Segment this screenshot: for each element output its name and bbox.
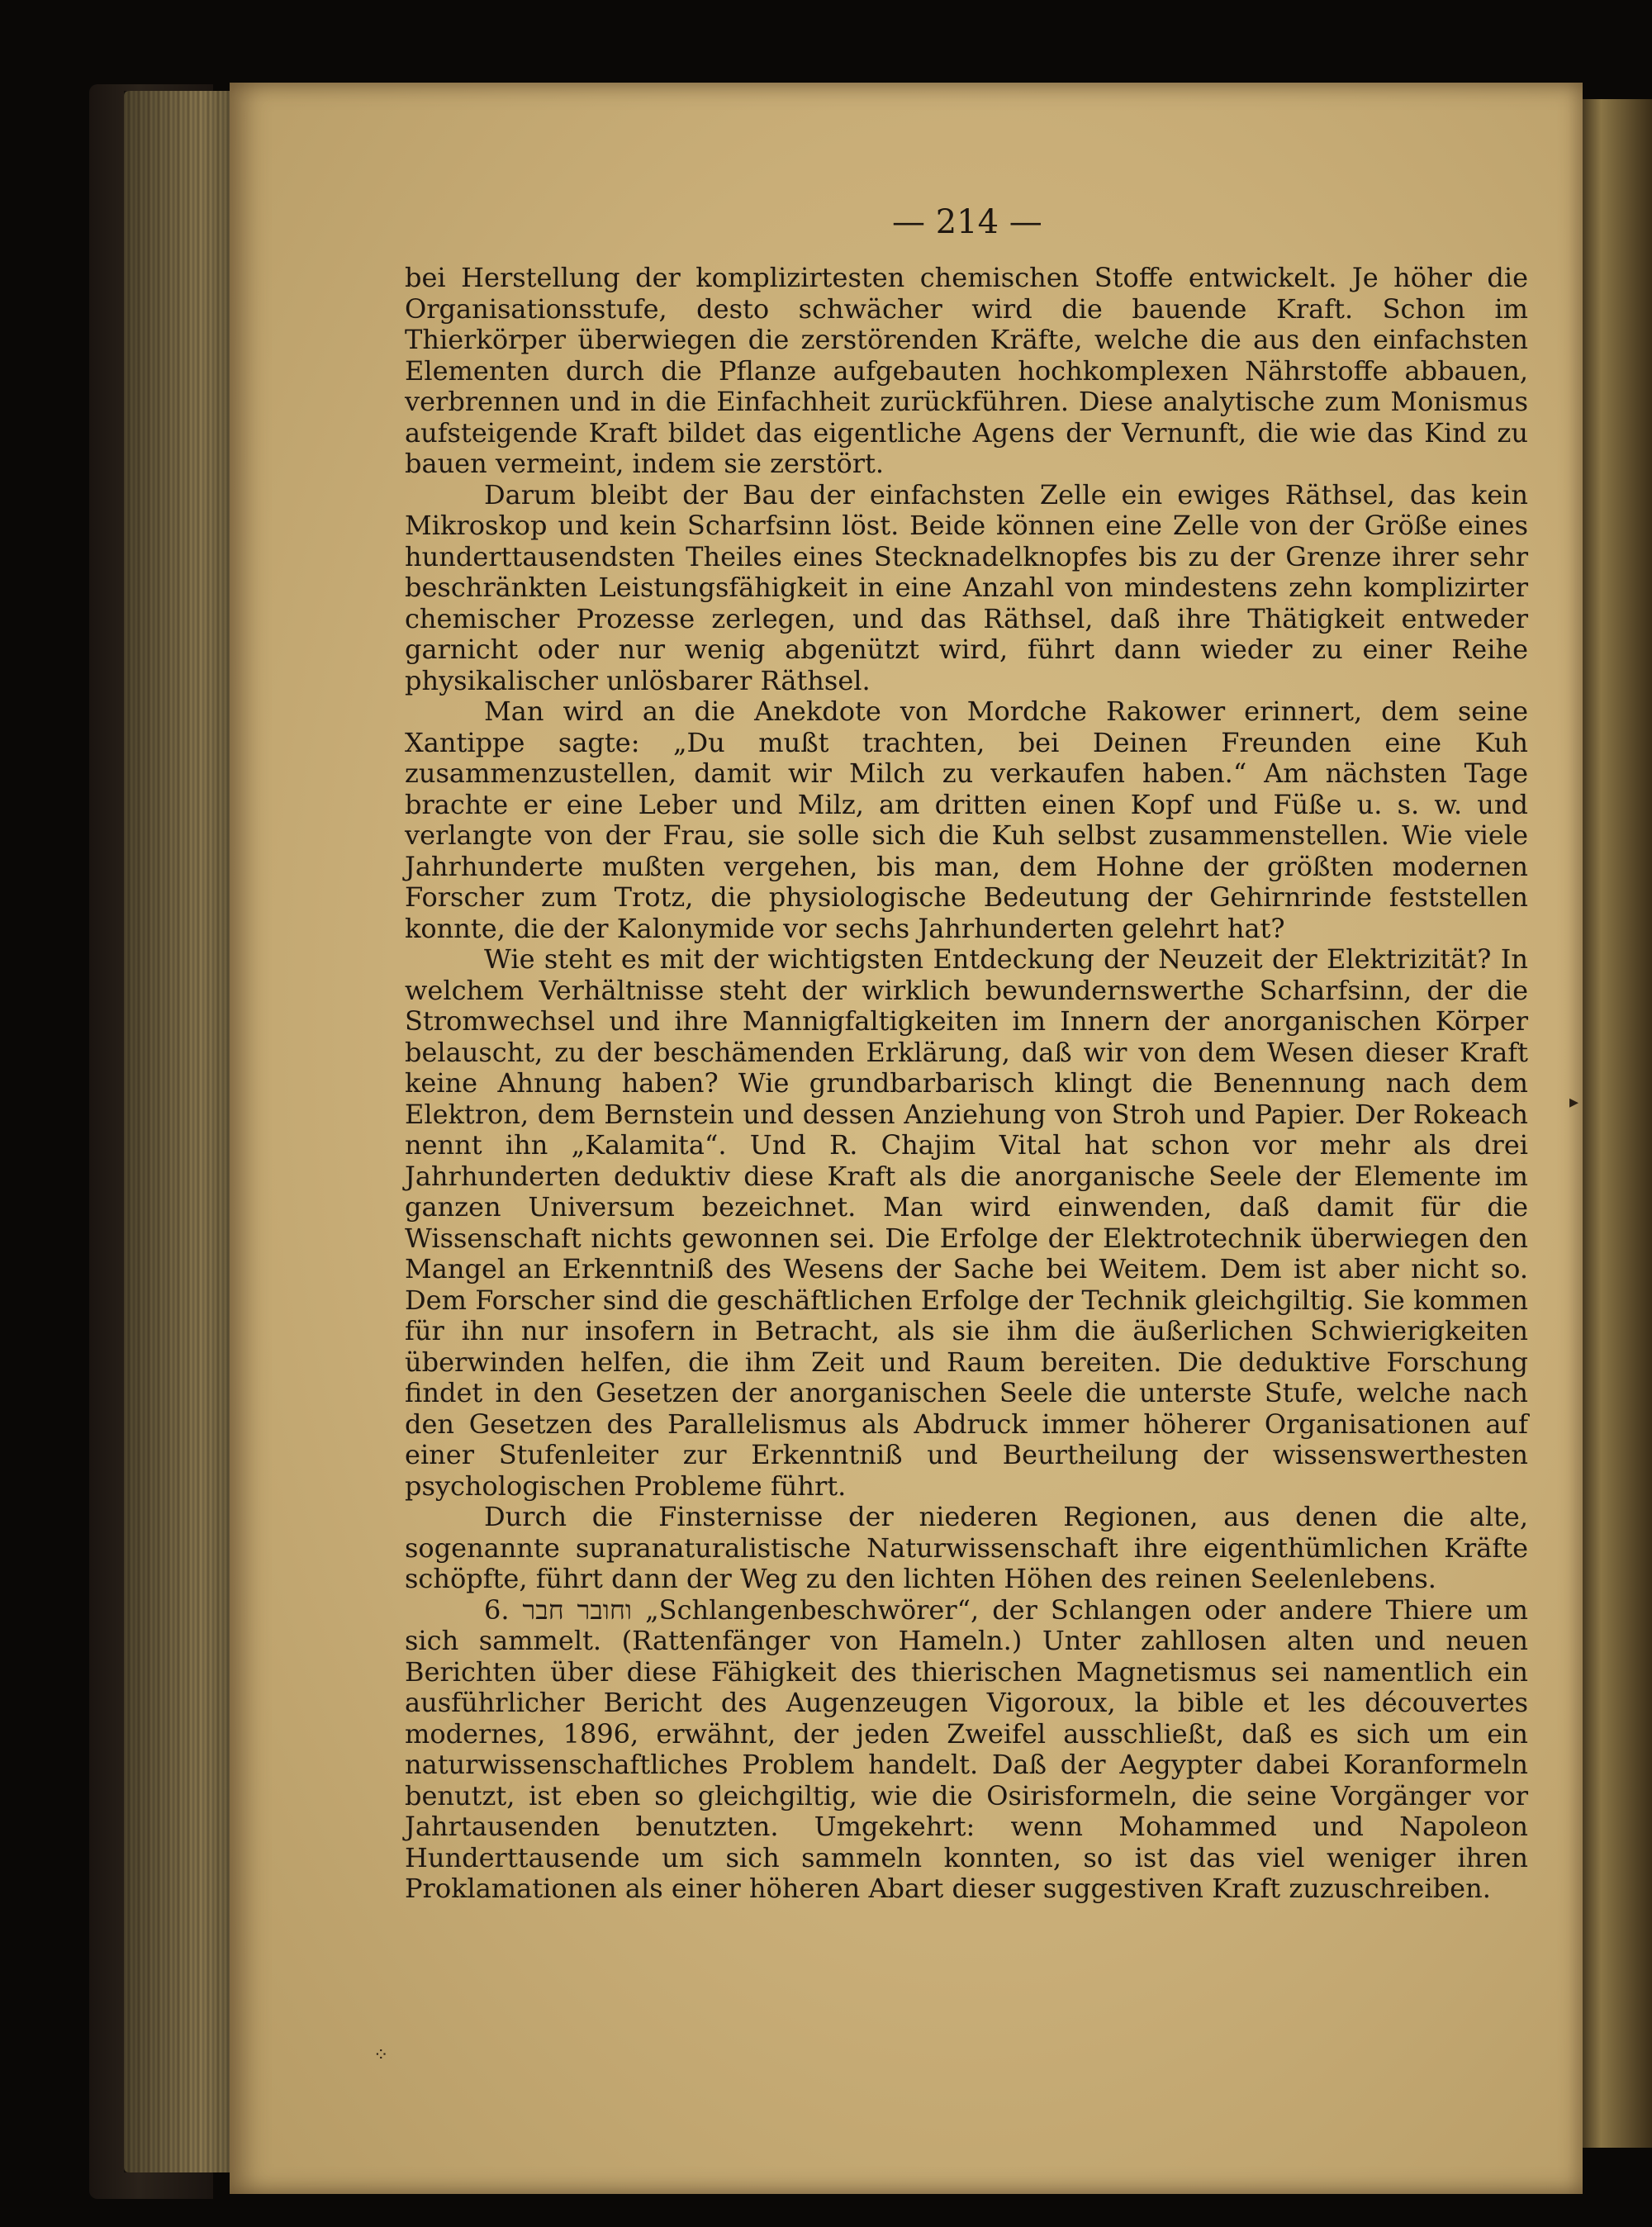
paragraph: Man wird an die Anekdote von Mordche Rakower erinnert, dem seine Xantippe sagte: „Du mußt trachten, bei Deinen Freunden eine Kuh zusammenzustellen, damit wir Milch zu verkaufen haben.“ Am nächsten Tage brachte er eine Leber und Milz, am dritten einen Kopf und Füße u. s. w. und verlangte von der Frau, sie solle sich die Kuh selbst zusammenstellen. Wie viele Jahrhunderte mußten vergehen, bis man, dem Hohne der größten modernen Forscher zum Trotz, die physiologische Bedeutung der Gehirnrinde feststellen konnte, die der Kalonymide vor sechs Jahrhunderten gelehrt hat? bbox=[405, 696, 1528, 944]
paragraph: Durch die Finsternisse der niederen Regionen, aus denen die alte, sogenannte supranaturalistische Naturwissenschaft ihre eigenthümlichen Kräfte schöpfte, führt dann der Weg zu den lichten Höhen des reinen Seelenlebens. bbox=[405, 1501, 1528, 1594]
paragraph: bei Herstellung der komplizirtesten chemischen Stoffe entwickelt. Je höher die Organisationsstufe, desto schwächer wird die bauende Kraft. Schon im Thierkörper überwiegen die zerstörenden Kräfte, welche die aus den einfachsten Elementen durch die Pflanze aufgebauten hochkomplexen Nährstoffe abbauen, verbrennen und in die Einfachheit zurückführen. Diese analytische zum Monismus aufsteigende Kraft bildet das eigentliche Agens der Vernunft, die wie das Kind zu bauen vermeint, indem sie zerstört. bbox=[405, 262, 1528, 479]
margin-mark-right: ▸ bbox=[1569, 1092, 1579, 1113]
page-body-text bbox=[405, 263, 1528, 1905]
paragraph: Wie steht es mit der wichtigsten Entdeckung der Neuzeit der Elektrizität? In welchem Verhältnisse steht der wirklich bewundernswerthe Scharfsinn, der die Stromwechsel und ihre Mannigfaltigkeiten im Innern der anorganischen Körper belauscht, zu der beschämenden Erklärung, daß wir von dem Wesen dieser Kraft keine Ahnung haben? Wie grundbarbarisch klingt die Benennung nach dem Elektron, dem Bernstein und dessen Anziehung von Stroh und Papier. Der Rokeach nennt ihn „Kalamita“. Und R. Chajim Vital hat schon vor mehr als drei Jahrhunderten deduktiv diese Kraft als die anorganische Seele der Elemente im ganzen Universum bezeichnet. Man wird einwenden, daß damit für die Wissenschaft nichts gewonnen sei. Die Erfolge der Elektrotechnik überwiegen den Mangel an Erkenntniß des Wesens der Sache bei Weitem. Dem ist aber nicht so. Dem Forscher sind die geschäftlichen Erfolge der Technik gleichgiltig. Sie kommen für ihn nur insofern in Betracht, als sie ihm die äußerlichen Schwierigkeiten überwinden helfen, die ihm Zeit und Raum bereiten. Die deduktive Forschung findet in den Gesetzen der anorganischen Seele die unterste Stufe, welche nach den Gesetzen des Parallelismus als Abdruck immer höherer Organisationen auf einer Stufenleiter zur Erkenntniß und Beurtheilung der wissenswerthesten psychologischen Probleme führt. bbox=[405, 943, 1528, 1502]
paragraph: 6. וחובר חבר „Schlangenbeschwörer“, der Schlangen oder andere Thiere um sich sammelt. (Rattenfänger von Hameln.) Unter zahllosen alten und neuen Berichten über diese Fähigkeit des thierischen Magnetismus sei namentlich ein ausführlicher Bericht des Augenzeugen Vigoroux, la bible et les découvertes modernes, 1896, erwähnt, der jeden Zweifel ausschließt, daß es sich um ein naturwissenschaftliches Problem handelt. Daß der Aegypter dabei Koranformeln benutzt, ist eben so gleichgiltig, wie die Osirisformeln, die seine Vorgänger vor Jahrtausenden benutzten. Umgekehrt: wenn Mohammed und Napoleon Hunderttausende um sich sammeln konnten, so ist das viel weniger ihren Proklamationen als einer höheren Abart dieser suggestiven Kraft zuzuschreiben. bbox=[405, 1593, 1529, 1904]
margin-mark-left: ⁘ bbox=[373, 2045, 389, 2066]
page-number: — 214 — bbox=[892, 203, 1042, 241]
page-stack-shadow bbox=[124, 91, 235, 2172]
opposite-page-edge bbox=[1579, 99, 1652, 2148]
paragraph: Darum bleibt der Bau der einfachsten Zelle ein ewiges Räthsel, das kein Mikroskop und kein Scharfsinn löst. Beide können eine Zelle von der Größe eines hunderttausendsten Theiles eines Stecknadelknopfes bis zu der Grenze ihrer sehr beschränkten Leistungsfähigkeit in eine Anzahl von mindestens zehn komplizirter chemischer Prozesse zerlegen, und das Räthsel, daß ihre Thätigkeit entweder garnicht oder nur wenig abgenützt wird, führt dann wieder zu einer Reihe physikalischer unlösbarer Räthsel. bbox=[405, 478, 1528, 696]
